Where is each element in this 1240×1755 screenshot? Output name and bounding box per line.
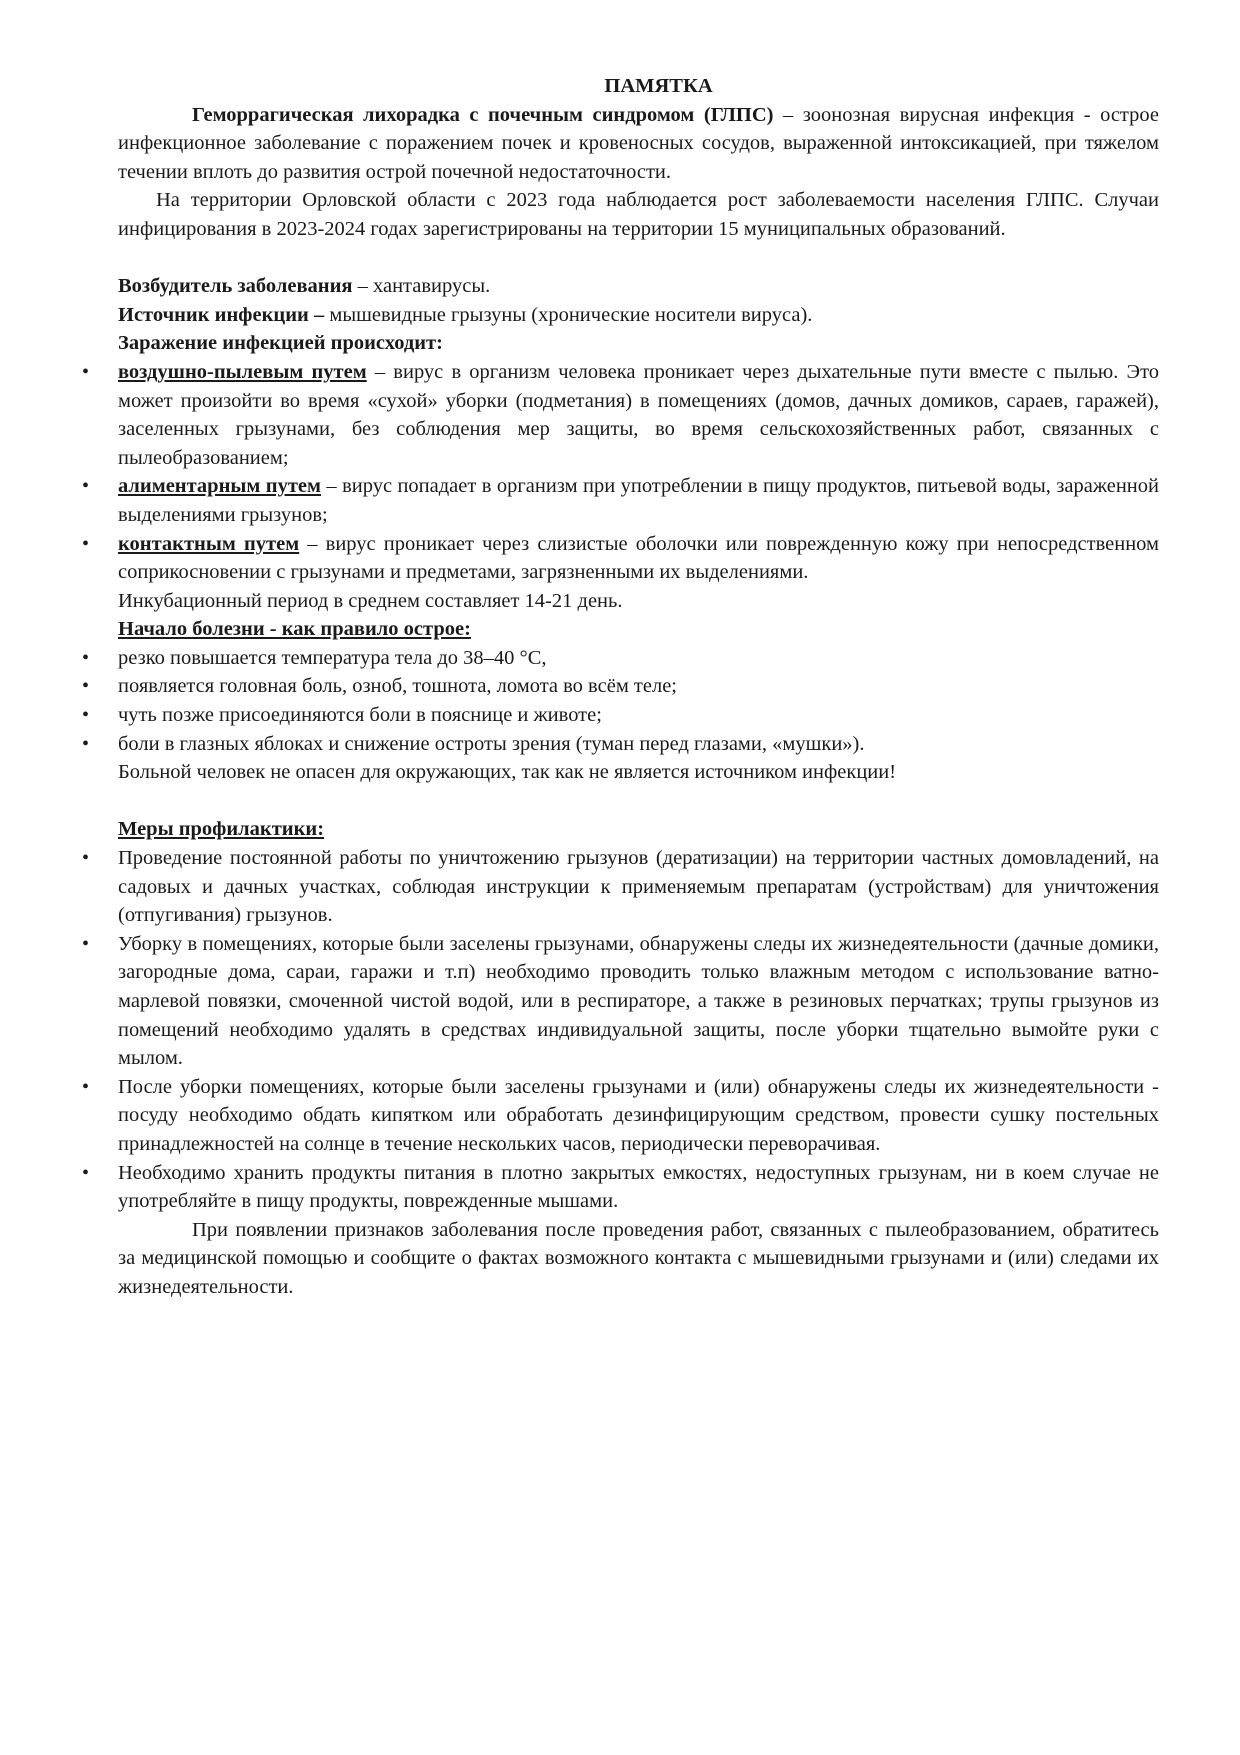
transmission-route-label: воздушно-пылевым путем — [118, 360, 367, 383]
transmission-route-label: алиментарным путем — [118, 475, 321, 498]
list-item — [82, 644, 1159, 673]
transmission-route-text: – вирус в организм человека проникает через дыхательные пути вместе с пылью. Это может произойти во время «сухой» уборки (подметания) в помещениях (домов, дачных домиков, сараев, гаражей), заселенных грызунами, без соблюдения мер защиты, во время сельскохозяйственных работ, связанных с пылеобразованием; — [118, 360, 1160, 469]
transmission-route-text: – вирус проникает через слизистые оболочки или поврежденную кожу при непосредственном соприкосновении с грызунами и предметами, загрязненными их выделениями. — [118, 532, 1159, 584]
symptom-text: появляется головная боль, озноб, тошнота, ломота во всём теле; — [118, 675, 677, 698]
prevention-text: Уборку в помещениях, которые были заселены грызунами, обнаружены следы их жизнедеятельности (дачные домики, загородные дома, сараи, гаражи и т.п) необходимо проводить только влажным методом с использование ватно-марлевой повязки, смоченной чистой водой, или в респираторе, а также в резиновых перчатках; трупы грызунов из помещений необходимо удалять в средствах индивидуальной защиты, после уборки тщательно вымойте руки с мылом. — [118, 932, 1159, 1070]
prevention-text: Проведение постоянной работы по уничтожению грызунов (дератизации) на территории частных домовладений, на садовых и дачных участках, соблюдая инструкции к применяемым препаратам (устройствам) для уничтожения (отпугивания) грызунов. — [118, 847, 1159, 927]
list-item — [82, 930, 1159, 1073]
transmission-route-text: – вирус попадает в организм при употреблении в пищу продуктов, питьевой воды, зараженной выделениями грызунов; — [118, 475, 1159, 526]
intro-term: Геморрагическая лихорадка с почечным синдромом (ГЛПС) — [192, 103, 774, 126]
bullet-icon: • — [82, 847, 90, 870]
intro-definition: – зоонозная вирусная инфекция - острое инфекционное заболевание с поражением почек и кровеносных сосудов, выраженной интоксикацией, при тяжелом течении вплоть до развития острой почечной недостаточности. — [118, 103, 1159, 183]
prevention-heading-text: Меры профилактики: — [118, 818, 325, 841]
list-item — [82, 672, 1159, 701]
closing-paragraph: При появлении признаков заболевания после проведения работ, связанных с пылеобразованием, обратитесь за медицинской помощью и сообщите о фактах возможного контакта с мышевидными грызунами и (или) следами их жизнедеятельности. — [118, 1218, 1159, 1298]
bullet-icon: • — [82, 1161, 90, 1184]
onset-heading-text: Начало болезни - как правило острое: — [118, 618, 471, 641]
bullet-icon: • — [82, 646, 90, 669]
bullet-icon: • — [82, 732, 90, 755]
pathogen-label: Возбудитель заболевания — [118, 275, 353, 298]
transmission-route-label: контактным путем — [118, 532, 300, 555]
prevention-list — [82, 844, 1159, 1216]
intro-paragraph — [118, 101, 1159, 187]
source-text: мышевидные грызуны (хронические носители вируса). — [324, 303, 813, 326]
symptom-text: резко повышается температура тела до 38–40 °С, — [118, 646, 547, 669]
onset-note: Больной человек не опасен для окружающих, так как не является источником инфекции! — [118, 761, 897, 784]
list-item — [82, 1073, 1159, 1159]
pathogen-text: – хантавирусы. — [352, 275, 491, 298]
bullet-icon: • — [82, 932, 90, 955]
spacer — [118, 787, 1159, 816]
bullet-icon: • — [82, 532, 90, 555]
document-body — [82, 72, 1160, 1302]
prevention-text: После уборки помещениях, которые были заселены грызунами и (или) обнаружены следы их жизнедеятельности - посуду необходимо обдать кипятком или обработать дезинфицирующим средством, провести сушку постельных принадлежностей на солнце в течение нескольких часов, периодически переворачивая. — [118, 1075, 1159, 1155]
bullet-icon: • — [82, 360, 90, 383]
source-line — [118, 301, 1159, 330]
bullet-icon: • — [82, 704, 90, 727]
bullet-icon: • — [82, 475, 90, 498]
document-title: ПАМЯТКА — [604, 75, 713, 97]
list-item — [82, 530, 1159, 587]
list-item — [82, 358, 1160, 472]
prevention-text: Необходимо хранить продукты питания в плотно закрытых емкостях, недоступных грызунам, ни в коем случае не употребляйте в пищу продукты, поврежденные мышами. — [118, 1161, 1159, 1213]
bullet-icon: • — [82, 675, 90, 698]
region-paragraph: На территории Орловской области с 2023 года наблюдается рост заболеваемости населения ГЛПС. Случаи инфицирования в 2023-2024 годах зарегистрированы на территории 15 муниципальных образований. — [118, 189, 1159, 240]
spacer — [118, 244, 1159, 273]
onset-list — [82, 644, 1159, 758]
transmission-heading: Заражение инфекцией происходит: — [118, 332, 443, 355]
list-item — [82, 730, 1159, 759]
list-item — [82, 1159, 1159, 1216]
onset-heading — [118, 615, 471, 644]
incubation-line: Инкубационный период в среднем составляет 14-21 день. — [118, 589, 623, 612]
list-item — [82, 844, 1159, 930]
list-item — [82, 472, 1159, 529]
transmission-list — [82, 358, 1160, 587]
symptom-text: чуть позже присоединяются боли в пояснице и животе; — [118, 704, 602, 727]
source-label: Источник инфекции – — [118, 303, 325, 326]
prevention-heading — [118, 815, 324, 844]
bullet-icon: • — [82, 1075, 90, 1098]
symptom-text: боли в глазных яблоках и снижение остроты зрения (туман перед глазами, «мушки»). — [118, 732, 865, 755]
pathogen-line — [118, 272, 1159, 301]
list-item — [82, 701, 1159, 730]
